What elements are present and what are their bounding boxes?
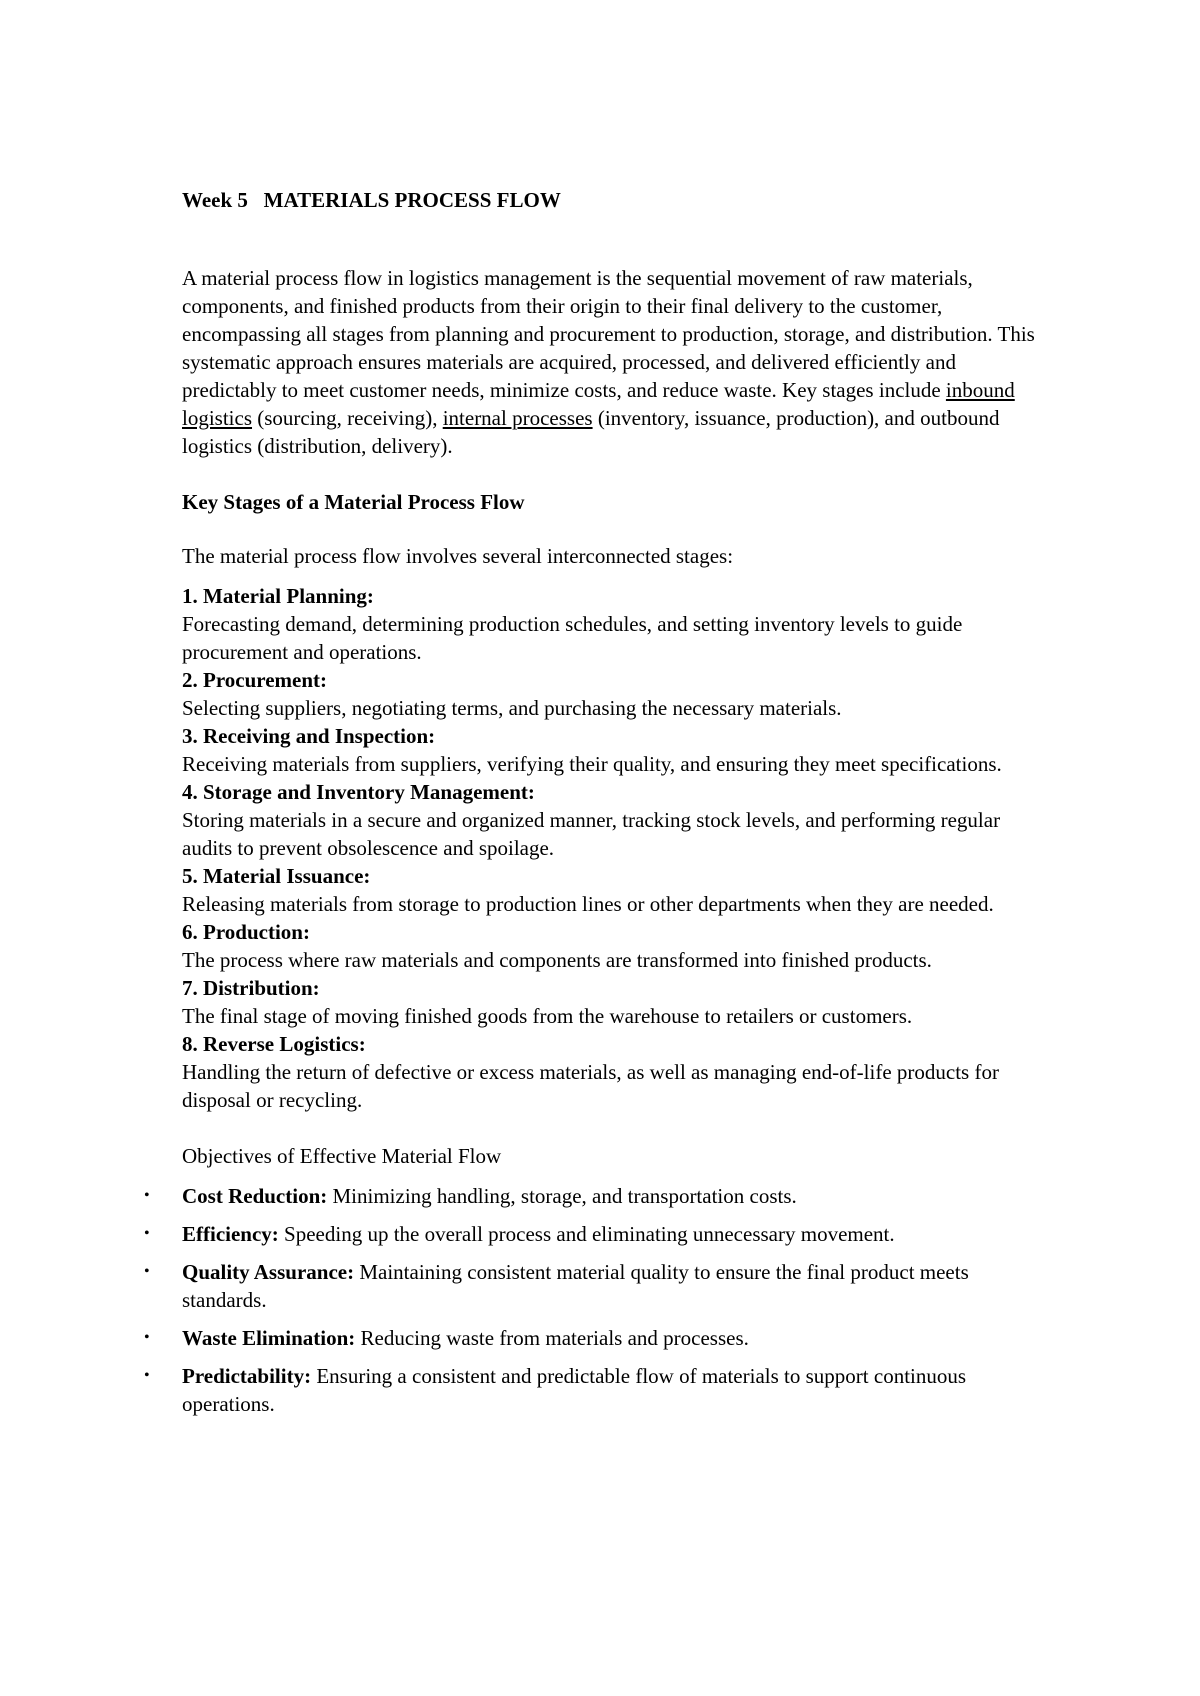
stage-title: 4. Storage and Inventory Management: [182,780,535,804]
objective-label: Quality Assurance: [182,1260,355,1284]
stage-item [182,918,1042,974]
stage-description: Handling the return of defective or excess materials, as well as managing end-of-life products for disposal or recycling. [182,1060,999,1112]
key-stages-lead: The material process flow involves several interconnected stages: [182,544,734,568]
stage-title: 5. Material Issuance: [182,864,371,888]
stage-title: 6. Production: [182,920,310,944]
objective-text: Minimizing handling, storage, and transportation costs. [327,1184,797,1208]
intro-text-2: (sourcing, receiving), [252,406,443,430]
stage-item [182,722,1042,778]
bullet-icon: • [144,1329,150,1346]
stage-item [182,582,1042,666]
stage-description: The process where raw materials and components are transformed into finished products. [182,948,932,972]
stage-description: Forecasting demand, determining production schedules, and setting inventory levels to guide procurement and operations. [182,612,963,664]
document-page [144,186,1042,1428]
objective-item [144,1324,1042,1352]
stage-item [182,1030,1042,1114]
objective-label: Efficiency: [182,1222,279,1246]
objective-item [144,1258,1042,1314]
intro-text-3: (inventory, issuance, production), and outbound logistics (distribution, delivery). [182,406,1000,458]
bullet-icon: • [144,1367,150,1384]
stage-item [182,778,1042,862]
objective-item [144,1220,1042,1248]
stage-title: 7. Distribution: [182,976,320,1000]
objective-text: Reducing waste from materials and processes. [355,1326,749,1350]
bullet-icon: • [144,1225,150,1242]
stages-list [182,582,1042,1114]
objective-label: Cost Reduction: [182,1184,328,1208]
key-stages-heading: Key Stages of a Material Process Flow [182,490,525,514]
bullet-icon: • [144,1263,150,1280]
stage-title: 1. Material Planning: [182,584,374,608]
stage-title: 3. Receiving and Inspection: [182,724,436,748]
stage-item [182,862,1042,918]
intro-text-1: A material process flow in logistics management is the sequential movement of raw materials, components, and finished products from their origin to their final delivery to the customer, encompassing all stages from planning and procurement to production, storage, and distribution. This systematic approach ensures materials are acquired, processed, and delivered efficiently and predictably to meet customer needs, minimize costs, and reduce waste. Key stages include [182,266,1035,402]
stage-title: 2. Procurement: [182,668,328,692]
stage-description: The final stage of moving finished goods from the warehouse to retailers or customers. [182,1004,913,1028]
objective-item [144,1362,1042,1418]
objective-item [144,1182,1042,1210]
inbound-logistics-link[interactable]: inbound logistics [182,378,1015,430]
stage-description: Releasing materials from storage to production lines or other departments when they are needed. [182,892,994,916]
page-title: Week 5 MATERIALS PROCESS FLOW [182,188,561,212]
stage-item [182,974,1042,1030]
stage-description: Selecting suppliers, negotiating terms, and purchasing the necessary materials. [182,696,842,720]
stage-description: Storing materials in a secure and organized manner, tracking stock levels, and performing regular audits to prevent obsolescence and spoilage. [182,808,1001,860]
objective-label: Waste Elimination: [182,1326,356,1350]
objectives-heading: Objectives of Effective Material Flow [182,1144,502,1168]
bullet-icon: • [144,1187,150,1204]
stage-item [182,666,1042,722]
objectives-list [144,1182,1042,1418]
stage-description: Receiving materials from suppliers, verifying their quality, and ensuring they meet specifications. [182,752,1002,776]
objective-label: Predictability: [182,1364,312,1388]
stage-title: 8. Reverse Logistics: [182,1032,366,1056]
intro-paragraph [182,264,1042,460]
objective-text: Maintaining consistent material quality to ensure the final product meets standards. [182,1260,969,1312]
objective-text: Ensuring a consistent and predictable flow of materials to support continuous operations. [182,1364,967,1416]
internal-processes-link[interactable]: internal processes [442,406,593,430]
objective-text: Speeding up the overall process and eliminating unnecessary movement. [278,1222,895,1246]
